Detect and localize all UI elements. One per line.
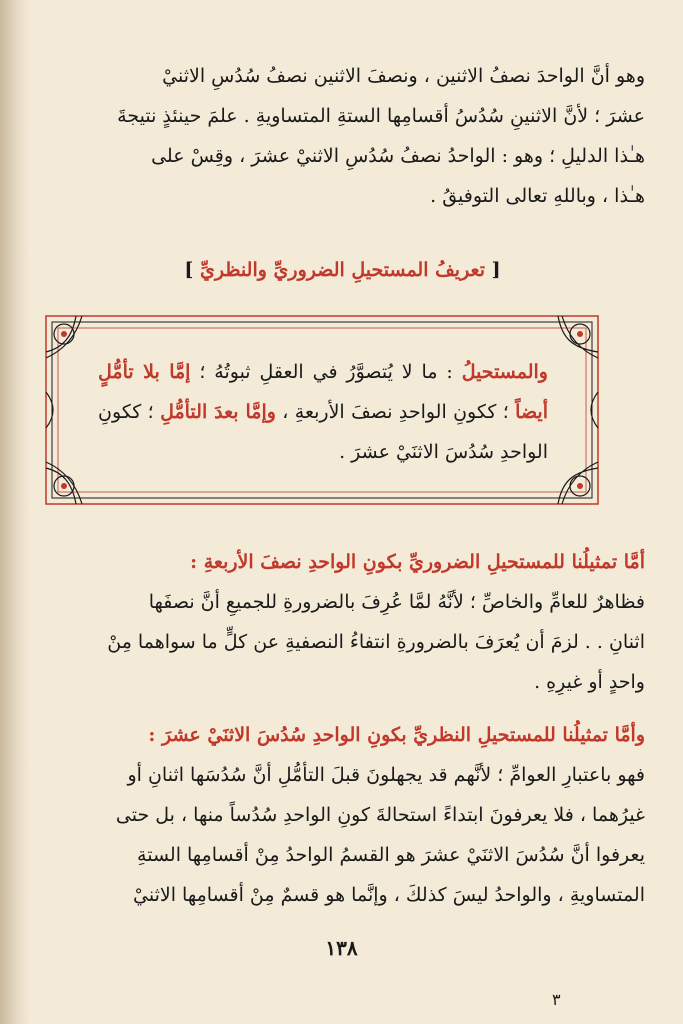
- text-line: هـٰذا ، وباللهِ تعالى التوفيقُ .: [430, 185, 645, 207]
- definition-highlight: إمَّا بلا تأمُّلٍ أيضاً: [98, 361, 548, 423]
- theoretical-paragraph: [40, 755, 645, 915]
- text-line: عشرَ ؛ لأنَّ الاثنينِ سُدُسُ أقسامِها الستةِ المتساويةِ . علمَ حينئذٍ نتيجةَ: [117, 105, 645, 127]
- heading-bracket-close: ]: [184, 259, 194, 281]
- opening-paragraph: [40, 56, 645, 216]
- section-heading: [40, 250, 645, 290]
- heading-title: تعريفُ المستحيلِ الضروريِّ والنظريِّ: [199, 259, 486, 281]
- text-line: فهو باعتبارِ العوامِّ ؛ لأنَّهم قد يجهلونَ قبلَ التأمُّلِ أنَّ سُدُسَها اثنانِ أو: [127, 764, 645, 786]
- page-number: ١٣٨: [325, 936, 358, 960]
- text-line: وهو أنَّ الواحدَ نصفُ الاثنين ، ونصفَ الاثنين نصفُ سُدُسِ الاثنيْ: [162, 65, 645, 87]
- page-binding-shadow: [0, 0, 30, 1024]
- text-line: غيرُهما ، فلا يعرفونَ ابتداءً استحالةَ كونِ الواحدِ سُدُساً منها ، بل حتى: [115, 804, 645, 826]
- text-line: يعرفوا أنَّ سُدُسَ الاثنَيْ عشرَ هو القسمُ الواحدُ مِنْ أقسامِها الستةِ: [137, 844, 645, 866]
- text-line: هـٰذا الدليلِ ؛ وهو : الواحدُ نصفُ سُدُسِ الاثنيْ عشرَ ، وقِسْ على: [151, 145, 645, 167]
- definition-highlight: وإمَّا بعدَ التأمُّلِ: [160, 401, 276, 423]
- definition-text: [98, 352, 548, 472]
- text-line: فظاهرٌ للعامِّ والخاصِّ ؛ لأنَّهُ لمَّا عُرِفَ بالضرورةِ للجميعِ أنَّ نصفَها: [148, 591, 645, 613]
- footer-mark: ٣: [552, 990, 561, 1009]
- sub-heading-necessary: أمَّا تمثيلُنا للمستحيلِ الضروريِّ بكونِ الواحدِ نصفَ الأربعةِ :: [190, 551, 645, 573]
- text-line: المتساويةِ ، والواحدُ ليسَ كذلكَ ، وإنَّما هو قسمٌ مِنْ أقسامِها الاثنيْ: [133, 884, 645, 906]
- definition-term: والمستحيلُ: [461, 361, 548, 383]
- text-line: واحدٍ أو غيرِهِ .: [534, 671, 645, 693]
- definition-box: [42, 312, 602, 508]
- definition-part: : ما لا يُتصوَّرُ في العقلِ ثبوتُهُ ؛: [190, 361, 462, 383]
- heading-bracket-open: [: [491, 259, 501, 281]
- necessary-paragraph: [40, 582, 645, 702]
- text-line: اثنانِ . . لزمَ أن يُعرَفَ بالضرورةِ انتفاءُ النصفيةِ عن كلٍّ ما سواهما مِنْ: [107, 631, 645, 653]
- definition-part: ؛ ككونِ الواحدِ سُدُسَ الاثنَيْ عشرَ .: [98, 401, 548, 463]
- definition-part: ؛ ككونِ الواحدِ نصفَ الأربعةِ ،: [275, 401, 516, 423]
- sub-heading-theoretical: وأمَّا تمثيلُنا للمستحيلِ النظريِّ بكونِ الواحدِ سُدُسَ الاثنَيْ عشرَ :: [148, 724, 645, 746]
